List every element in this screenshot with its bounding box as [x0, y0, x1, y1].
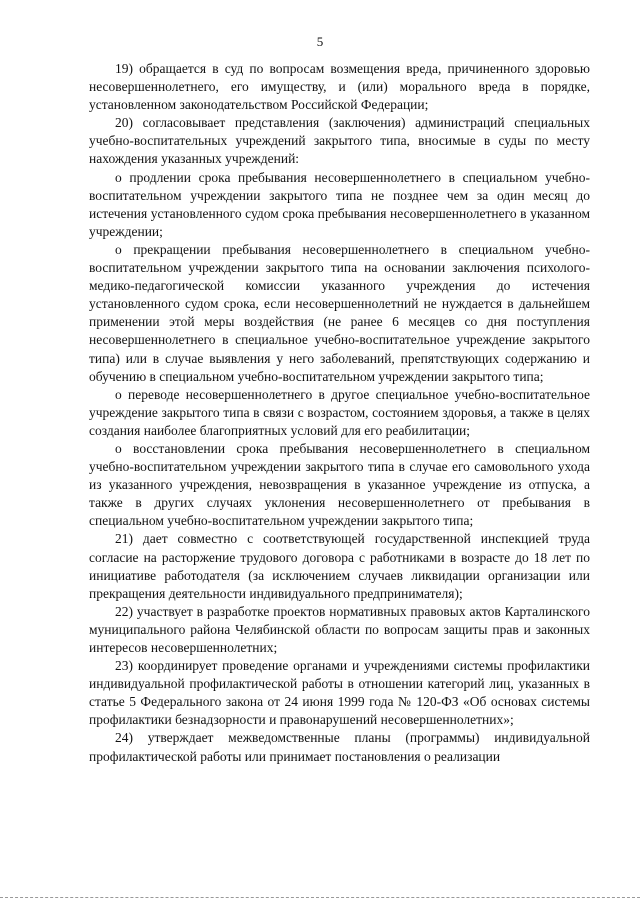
paragraph-subitem-prolongation: о продлении срока пребывания несовершеннолетнего в специальном учебно-воспитательном учреждении закрытого типа не позднее чем за один месяц до истечения установленного судом срока пребывания несовершеннолетнего в указанном учреждении;	[89, 169, 590, 239]
paragraph-item-22: 22) участвует в разработке проектов нормативных правовых актов Карталинского муниципального района Челябинской области по вопросам защиты прав и законных интересов несовершеннолетних;	[89, 603, 590, 655]
page-number: 5	[316, 34, 324, 49]
paragraph-subitem-transfer: о переводе несовершеннолетнего в другое специальное учебно-воспитательное учреждение закрытого типа в связи с возрастом, состоянием здоровья, а также в целях создания наиболее благоприятных условий для его реабилитации;	[89, 386, 590, 438]
paragraph-item-21: 21) дает совместно с соответствующей государственной инспекцией труда согласие на расторжение трудового договора с работниками в возрасте до 18 лет по инициативе работодателя (за исключением случаев ликвидации организации или прекращения деятельности индивидуального предпринимателя);	[89, 531, 590, 601]
paragraph-item-23: 23) координирует проведение органами и учреждениями системы профилактики индивидуальной профилактической работы в отношении категорий лиц, указанных в статье 5 Федерального закона от 24 июня 1999 года № 120-ФЗ «Об основах системы профилактики безнадзорности и правонарушений несовершеннолетних»;	[89, 658, 590, 728]
paragraph-item-20: 20) согласовывает представления (заключения) администраций специальных учебно-воспитательных учреждений закрытого типа, вносимые в суды по месту нахождения указанных учреждений:	[89, 115, 590, 167]
document-body	[89, 60, 590, 766]
paragraph-item-19: 19) обращается в суд по вопросам возмещения вреда, причиненного здоровью несовершеннолетнего, его имуществу, и (или) морального вреда в порядке, установленном законодательством Российской Федерации;	[89, 61, 590, 113]
scan-edge-line	[0, 897, 640, 899]
paragraph-subitem-restoration: о восстановлении срока пребывания несовершеннолетнего в специальном учебно-воспитательном учреждении закрытого типа в случае его самовольного ухода из указанного учреждения, невозвращения в указанное учреждение из отпуска, а также в других случаях уклонения несовершеннолетнего от пребывания в специальном учебно-воспитательном учреждении закрытого типа;	[89, 440, 590, 529]
paragraph-subitem-termination: о прекращении пребывания несовершеннолетнего в специальном учебно-воспитательном учреждении закрытого типа на основании заключения психолого-медико-педагогической комиссии указанного учреждения до истечения установленного судом срока, если несовершеннолетний не нуждается в дальнейшем применении этой меры воздействия (не ранее 6 месяцев со дня поступления несовершеннолетнего в специальное учебно-воспитательное учреждение закрытого типа) или в случае выявления у него заболеваний, препятствующих содержанию и обучению в специальном учебно-воспитательном учреждении закрытого типа;	[89, 241, 590, 384]
paragraph-item-24: 24) утверждает межведомственные планы (программы) индивидуальной профилактической работы или принимает постановления о реализации	[89, 730, 590, 764]
